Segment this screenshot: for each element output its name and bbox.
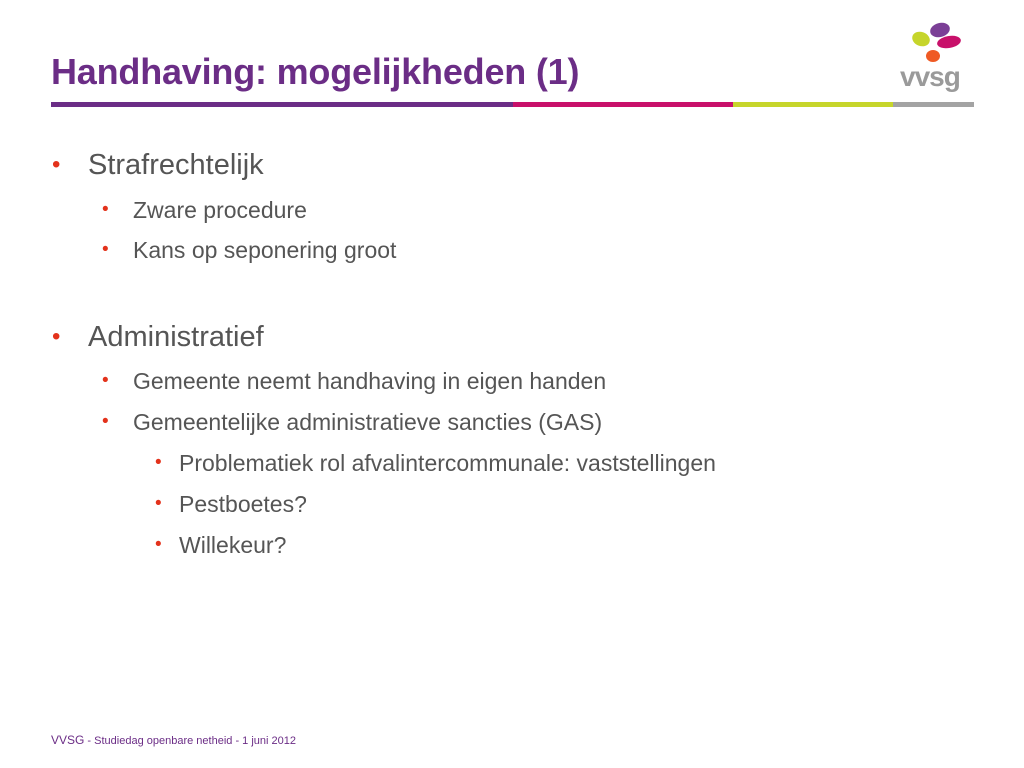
bullet-level1 [52,148,264,182]
bullet-text: Pestboetes? [179,491,307,517]
bullet-level3 [155,531,287,559]
logo-lettering: vvsg [900,61,960,92]
bullet-level2 [102,367,607,395]
footer-text: Studiedag openbare netheid - 1 juni 2012 [94,735,296,747]
title-rule-lime [733,102,893,107]
bullet-level2 [102,196,307,224]
bullet-level2 [102,236,397,264]
bullet-dot: • [155,534,162,555]
bullet-dot: • [155,452,162,473]
title-rule-magenta [513,102,733,107]
bullet-text: Gemeentelijke administratieve sancties (GAS) [133,409,603,435]
title-rule-gray [893,102,974,107]
bullet-dot: • [102,199,109,220]
bullet-level1 [52,320,264,354]
bullet-level2 [102,408,603,436]
bullet-text: Problematiek rol afvalintercommunale: vaststellingen [179,450,716,476]
title-rule-purple [51,102,513,107]
bullet-text: Kans op seponering groot [133,237,397,263]
footer-separator: - [87,735,92,747]
slide-footer [51,733,296,747]
bullet-text: Willekeur? [179,532,287,558]
bullet-text: Gemeente neemt handhaving in eigen handen [133,368,607,394]
bullet-level3 [155,449,716,477]
bullet-text: Zware procedure [133,197,307,223]
bullet-dot: • [52,323,61,350]
bullet-dot: • [102,370,109,391]
slide-title: Handhaving: mogelijkheden (1) [51,51,580,92]
footer-brand: VVSG [51,733,85,747]
bullet-dot: • [155,493,162,514]
bullet-dot: • [52,151,61,178]
vvsg-logo [896,18,980,96]
bullet-dot: • [102,239,109,260]
bullet-dot: • [102,411,109,432]
bullet-level3 [155,490,307,518]
bullet-text: Strafrechtelijk [88,149,264,181]
bullet-text: Administratief [88,321,264,353]
